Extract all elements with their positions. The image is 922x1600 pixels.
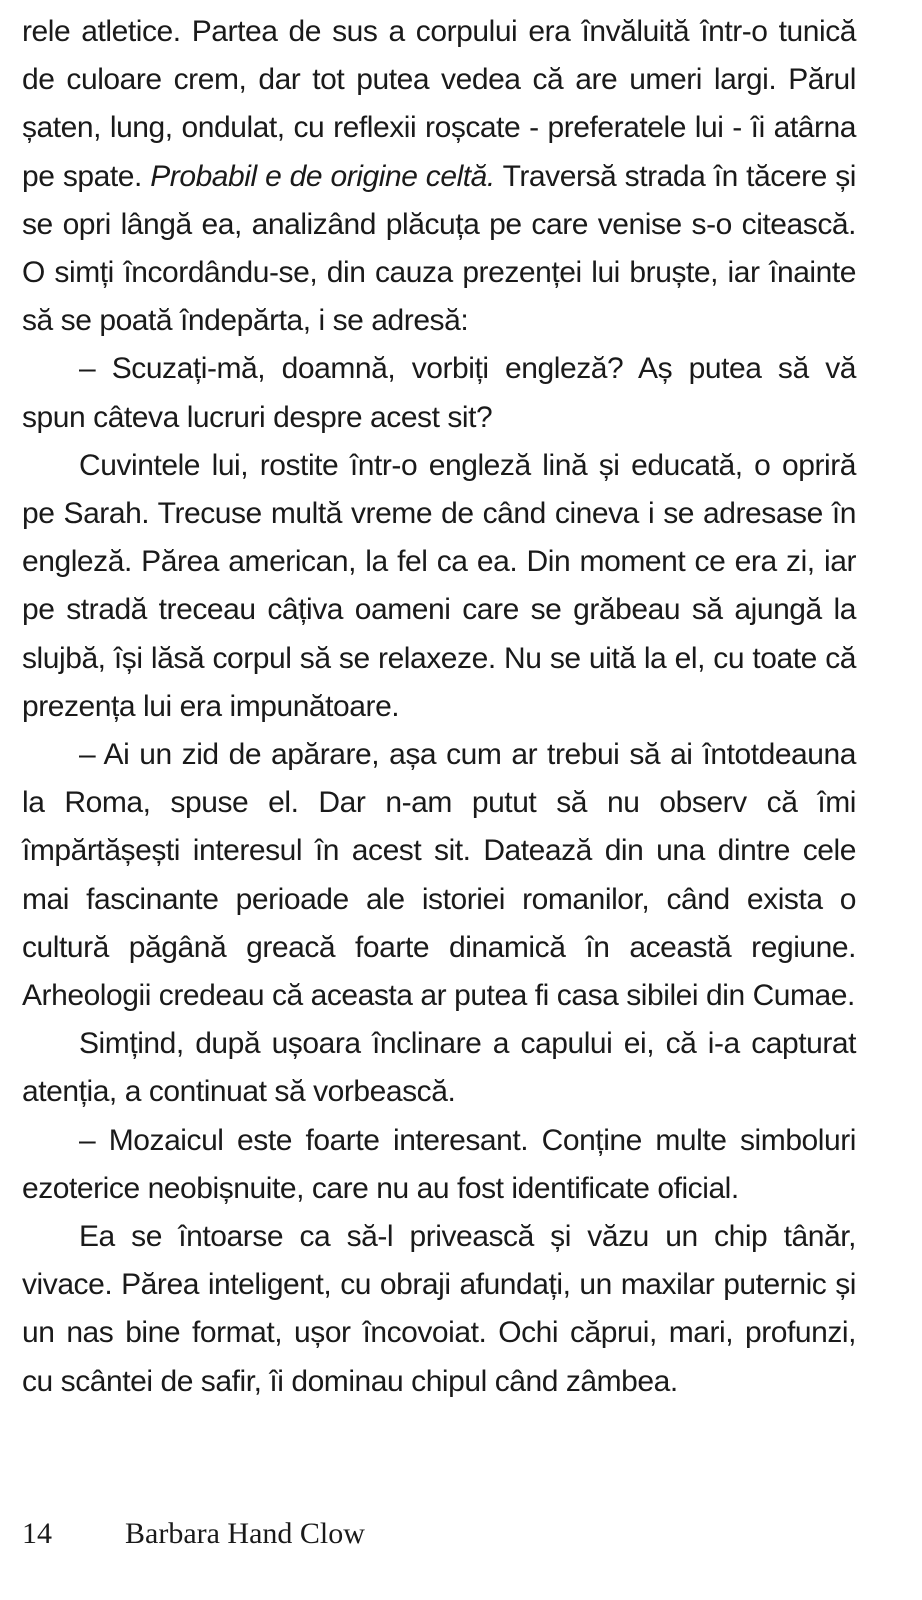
paragraph-5: Simțind, după ușoara înclinare a capului ei, că i-a capturat atenția, a continuat să vorbească. <box>22 1027 856 1109</box>
paragraph-1 <box>22 8 856 345</box>
paragraph-6: – Mozaicul este foarte interesant. Conține multe simboluri ezoterice neobișnuite, care nu au fost identificate oficial. <box>22 1123 856 1205</box>
page-footer <box>22 1517 365 1551</box>
paragraph-1-text-after: Traversă strada în tăcere și se opri lângă ea, analizând plăcuța pe care venise s-o citească. O simți încordându-se, din cauza prezenței lui bruște, iar înainte să se poată îndepărta, i se adresă: <box>22 159 856 338</box>
page-number: 14 <box>22 1517 52 1550</box>
paragraph-2: – Scuzați-mă, doamnă, vorbiți engleză? Aș putea să vă spun câteva lucruri despre acest sit? <box>22 352 856 434</box>
paragraph-3: Cuvintele lui, rostite într-o engleză lină și educată, o opriră pe Sarah. Trecuse multă vreme de când cineva i se adresase în engleză. Părea american, la fel ca ea. Din moment ce era zi, iar pe stradă treceau câțiva oameni care se grăbeau să ajungă la slujbă, își lăsă corpul să se relaxeze. Nu se uită la el, cu toate că prezența lui era impunătoare. <box>22 448 856 723</box>
paragraph-4: – Ai un zid de apărare, așa cum ar trebui să ai întotdeauna la Roma, spuse el. Dar n-am putut să nu observ că îmi împărtășești interesul în acest sit. Datează din una dintre cele mai fascinante perioade ale istoriei romanilor, când exista o cultură păgână greacă foarte dinamică în această regiune. Arheologii credeau că aceasta ar putea fi casa sibilei din Cumae. <box>22 738 856 1013</box>
paragraph-1-text-before: rele atletice. Partea de sus a corpului era învăluită într-o tunică de culoare crem, dar tot putea vedea că are umeri largi. Părul șaten, lung, ondulat, cu reflexii roșcate - preferatele lui - îi atârna pe spate. <box>22 15 856 193</box>
book-page-body <box>22 8 856 1406</box>
paragraph-1-italic-thought: Probabil e de origine celtă. <box>150 159 495 193</box>
running-footer-author: Barbara Hand Clow <box>125 1517 365 1550</box>
paragraph-7: Ea se întoarse ca să-l privească și văzu un chip tânăr, vivace. Părea inteligent, cu obraji afundați, un maxilar puternic și un nas bine format, ușor încovoiat. Ochi căprui, mari, profunzi, cu scântei de safir, îi dominau chipul când zâmbea. <box>22 1220 856 1398</box>
